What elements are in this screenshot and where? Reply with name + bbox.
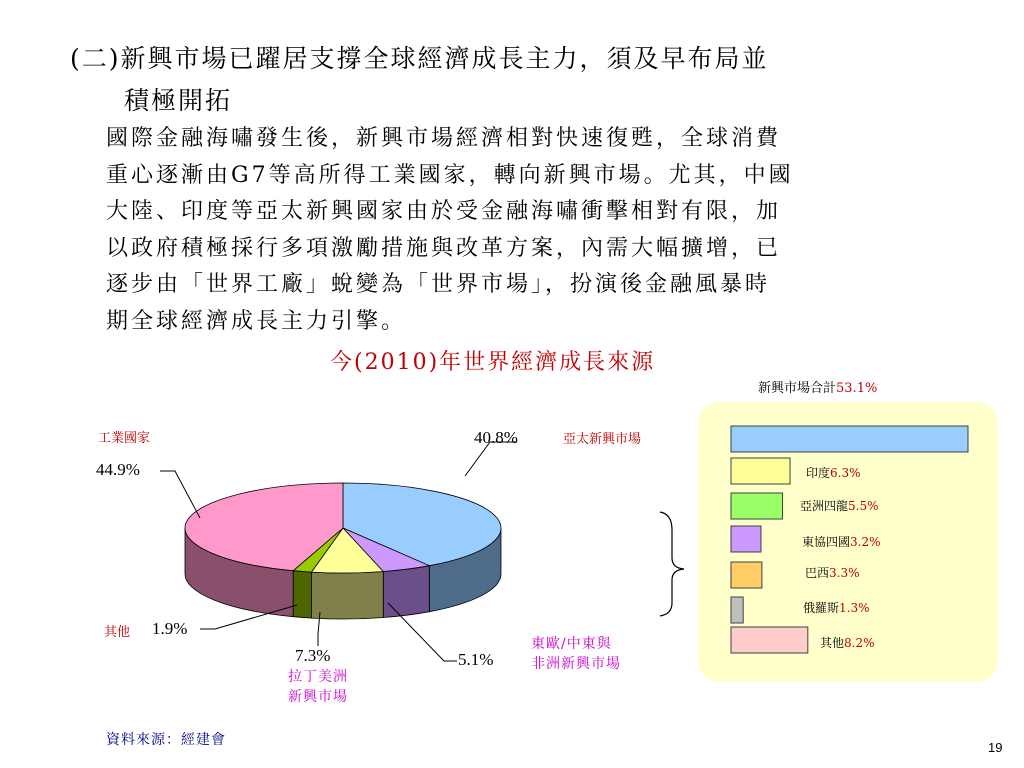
body-line: 期全球經濟成長主力引擎。 (106, 308, 407, 334)
pie-slice-side (293, 571, 311, 618)
bar-label-name: 東協四國 (802, 535, 851, 549)
pct-industrial: 44.9% (96, 460, 140, 479)
body-line: 國際金融海嘯發生後，新興市場經濟相對快速復甦，全球消費 (106, 126, 782, 151)
breakdown-bar (731, 458, 790, 484)
breakdown-bar (731, 493, 783, 519)
label-emea-line-2: 非洲新興市場 (531, 656, 621, 672)
body-line: 以政府積極採行多項激勵措施與改革方案，內需大幅擴增，已 (106, 235, 782, 261)
bar-label-value: 8.2% (844, 636, 875, 650)
leader-asia-pacific (465, 442, 517, 476)
leader-industrial (160, 471, 200, 518)
body-line: 大陸、印度等亞太新興國家由於受金融海嘯衝擊相對有限，加 (106, 199, 782, 224)
label-latam-line-1: 拉丁美洲 (288, 669, 348, 685)
emerging-total-prefix: 新興市場合計 (758, 381, 837, 396)
bar-label-value: 6.3% (830, 466, 861, 480)
breakdown-brace (660, 512, 684, 616)
breakdown-bar (731, 562, 762, 588)
emerging-total-value: 53.1% (836, 381, 878, 396)
pct-emea: 5.1% (458, 650, 494, 669)
source-note: 資料來源：經建會 (106, 732, 226, 748)
label-others: 其他 (104, 625, 131, 640)
pie-slice-side (383, 566, 429, 618)
label-industrial: 工業國家 (98, 431, 151, 446)
breakdown-bar (731, 597, 743, 623)
bar-label-value: 1.3% (839, 601, 870, 615)
breakdown-bar (731, 426, 968, 452)
pct-asia-pacific: 40.8% (474, 428, 518, 447)
bar-label-name: 俄羅斯 (803, 601, 840, 615)
body-line: 重心逐漸由G7等高所得工業國家，轉向新興市場。尤其，中國 (106, 162, 794, 188)
pie-slice-side (311, 572, 383, 619)
chart-title: 今(2010)年世界經濟成長來源 (330, 350, 656, 375)
body-line: 逐步由「世界工廠」蛻變為「世界市場」，扮演後金融風暴時 (106, 272, 771, 297)
breakdown-bar (731, 627, 808, 653)
bar-label-name: 印度 (806, 466, 831, 480)
bar-label-name: 巴西 (805, 566, 830, 580)
pct-latam: 7.3% (295, 646, 331, 665)
bar-label-value: 3.3% (829, 566, 860, 580)
label-asia-pacific: 亞太新興市場 (563, 432, 642, 447)
page-number: 19 (988, 740, 1003, 755)
bar-label-name: 亞洲四龍 (800, 499, 849, 513)
heading-line-1: (二)新興市場已躍居支撐全球經濟成長主力，須及早布局並 (70, 44, 769, 73)
bar-label-value: 5.5% (848, 499, 879, 513)
heading-line-2: 積極開拓 (124, 86, 233, 115)
label-emea-line-1: 東歐/中東與 (531, 636, 612, 652)
pct-others: 1.9% (152, 619, 188, 638)
bar-chart (731, 426, 968, 653)
pie-chart (185, 483, 501, 619)
bar-label-name: 其他 (820, 636, 845, 650)
bar-label-value: 3.2% (850, 535, 881, 549)
breakdown-bar (731, 526, 761, 552)
label-latam-line-2: 新興市場 (288, 689, 348, 705)
